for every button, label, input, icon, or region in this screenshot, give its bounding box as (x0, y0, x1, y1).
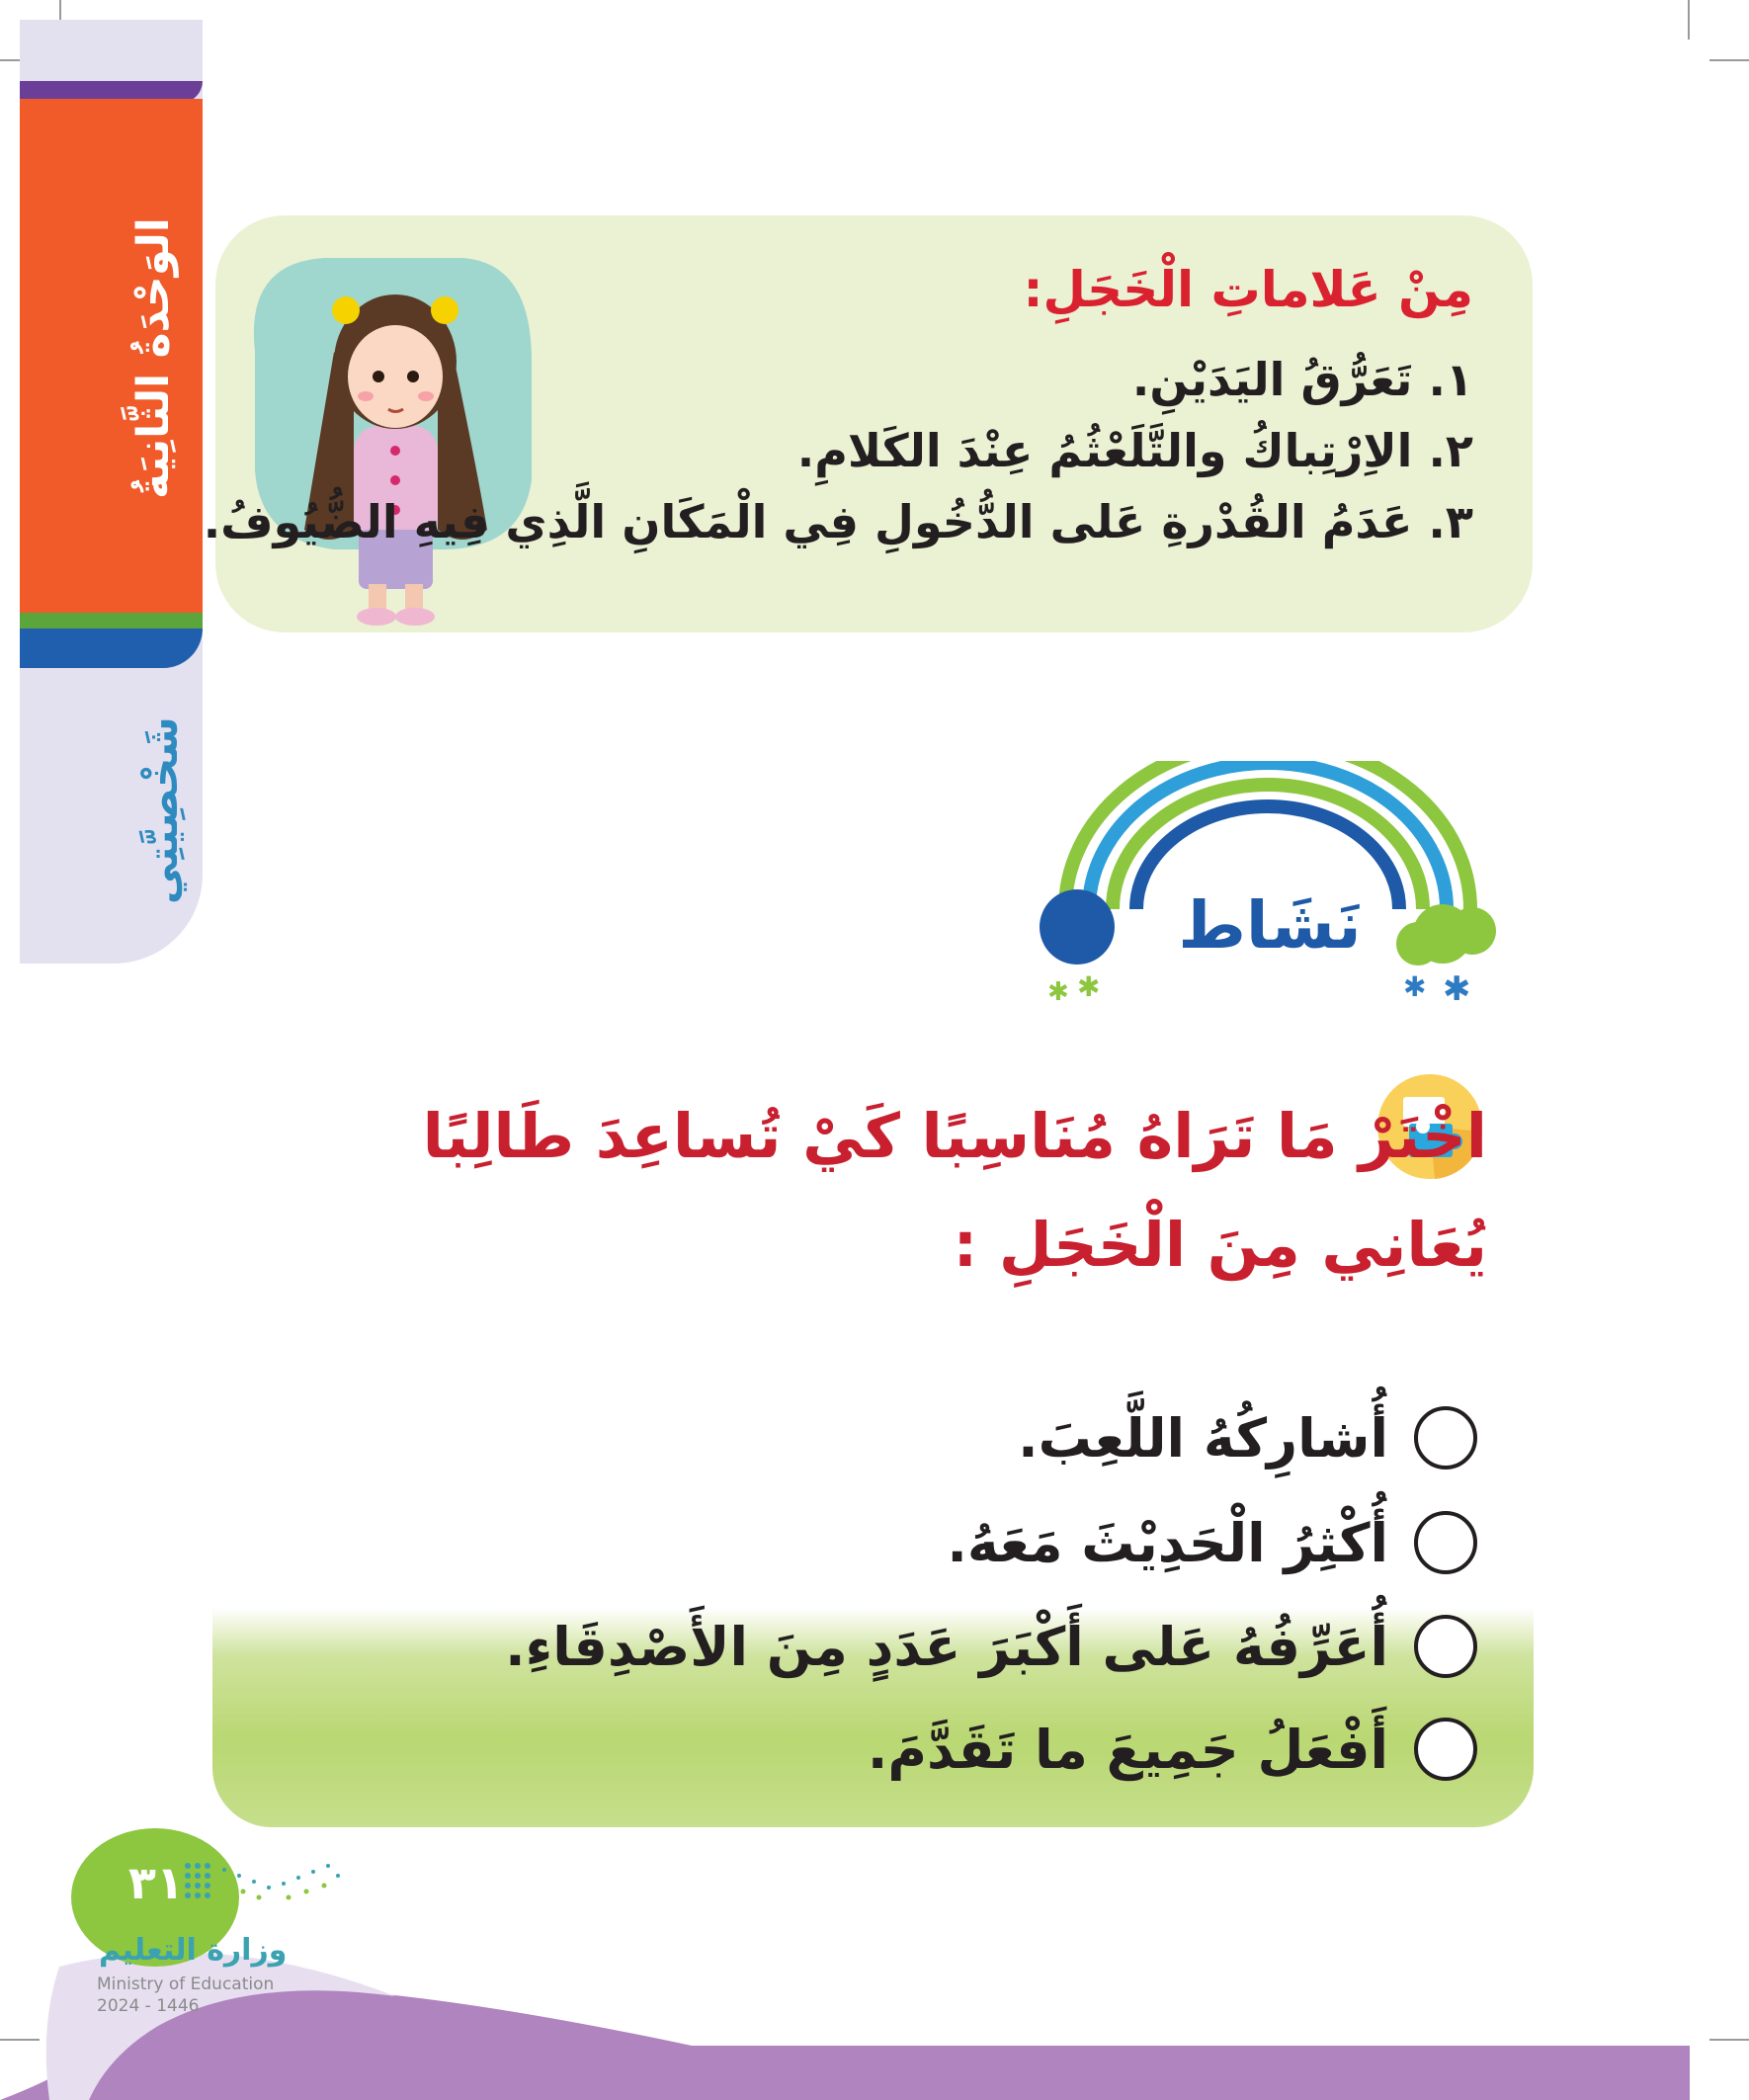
shyness-signs-box (203, 215, 1533, 632)
activity-label: نَشَاط (1178, 887, 1362, 964)
option-label: أُكْثِرُ الْحَدِيْثَ مَعَهُ. (947, 1511, 1388, 1574)
svg-text:✱: ✱ (1443, 969, 1471, 1008)
unit-subtitle: شَخْصِيَّتِي (138, 716, 187, 904)
side-stripe-blue (20, 629, 203, 668)
signs-list (203, 344, 1473, 557)
unit-side-tab (20, 20, 203, 964)
option-row[interactable] (947, 1501, 1477, 1584)
crop-mark (1688, 0, 1690, 40)
ministry-name-en: Ministry of Education (97, 1974, 275, 1994)
signs-title: مِنْ عَلاماتِ الْخَجَلِ: (1023, 261, 1473, 318)
rainbow-icon (1028, 761, 1502, 1008)
svg-text:✱: ✱ (1077, 970, 1101, 1003)
ministry-name-ar: وزارة التعليم (99, 1933, 288, 1968)
option-row[interactable] (505, 1605, 1477, 1688)
list-item: ١. تَعَرُّقُ اليَدَيْنِ. (1131, 353, 1473, 406)
ministry-logo-icon (180, 1858, 348, 1917)
option-label: أُعَرِّفُهُ عَلى أَكْبَرَ عَدَدٍ مِنَ الأَصْدِقَاءِ. (505, 1615, 1388, 1678)
radio-button[interactable] (1414, 1718, 1477, 1781)
radio-button[interactable] (1414, 1511, 1477, 1574)
page-number: ٣١ (127, 1856, 185, 1909)
list-item: ٢. الاِرْتِباكُ والتَّلَعْثُمُ عِنْدَ الكَلامِ. (796, 424, 1473, 477)
radio-button[interactable] (1414, 1406, 1477, 1470)
list-item: ٣. عَدَمُ القُدْرةِ عَلى الدُّخُولِ فِي الْمَكَانِ الَّذِي فِيهِ الضُّيُوفُ. (203, 495, 1473, 548)
question-text: اخْتَرْ مَا تَرَاهُ مُنَاسِبًا كَيْ تُساعِدَ طَالِبًا يُعَانِي مِنَ الْخَجَلِ : (422, 1100, 1487, 1281)
option-row[interactable] (1018, 1396, 1477, 1479)
activity-badge (1028, 761, 1502, 1008)
option-label: أَفْعَلُ جَمِيعَ ما تَقَدَّمَ. (867, 1718, 1388, 1781)
option-label: أُشارِكُهُ اللَّعِبَ. (1018, 1406, 1388, 1470)
svg-text:✱: ✱ (1403, 970, 1427, 1003)
radio-button[interactable] (1414, 1615, 1477, 1678)
unit-title: الوَحْدَةُ الثَّانِيَةُ (128, 217, 179, 499)
option-row[interactable] (868, 1708, 1477, 1791)
svg-text:✱: ✱ (1047, 977, 1069, 1007)
edition-year: 2024 - 1446 (97, 1996, 200, 2016)
crop-mark (1709, 59, 1749, 61)
